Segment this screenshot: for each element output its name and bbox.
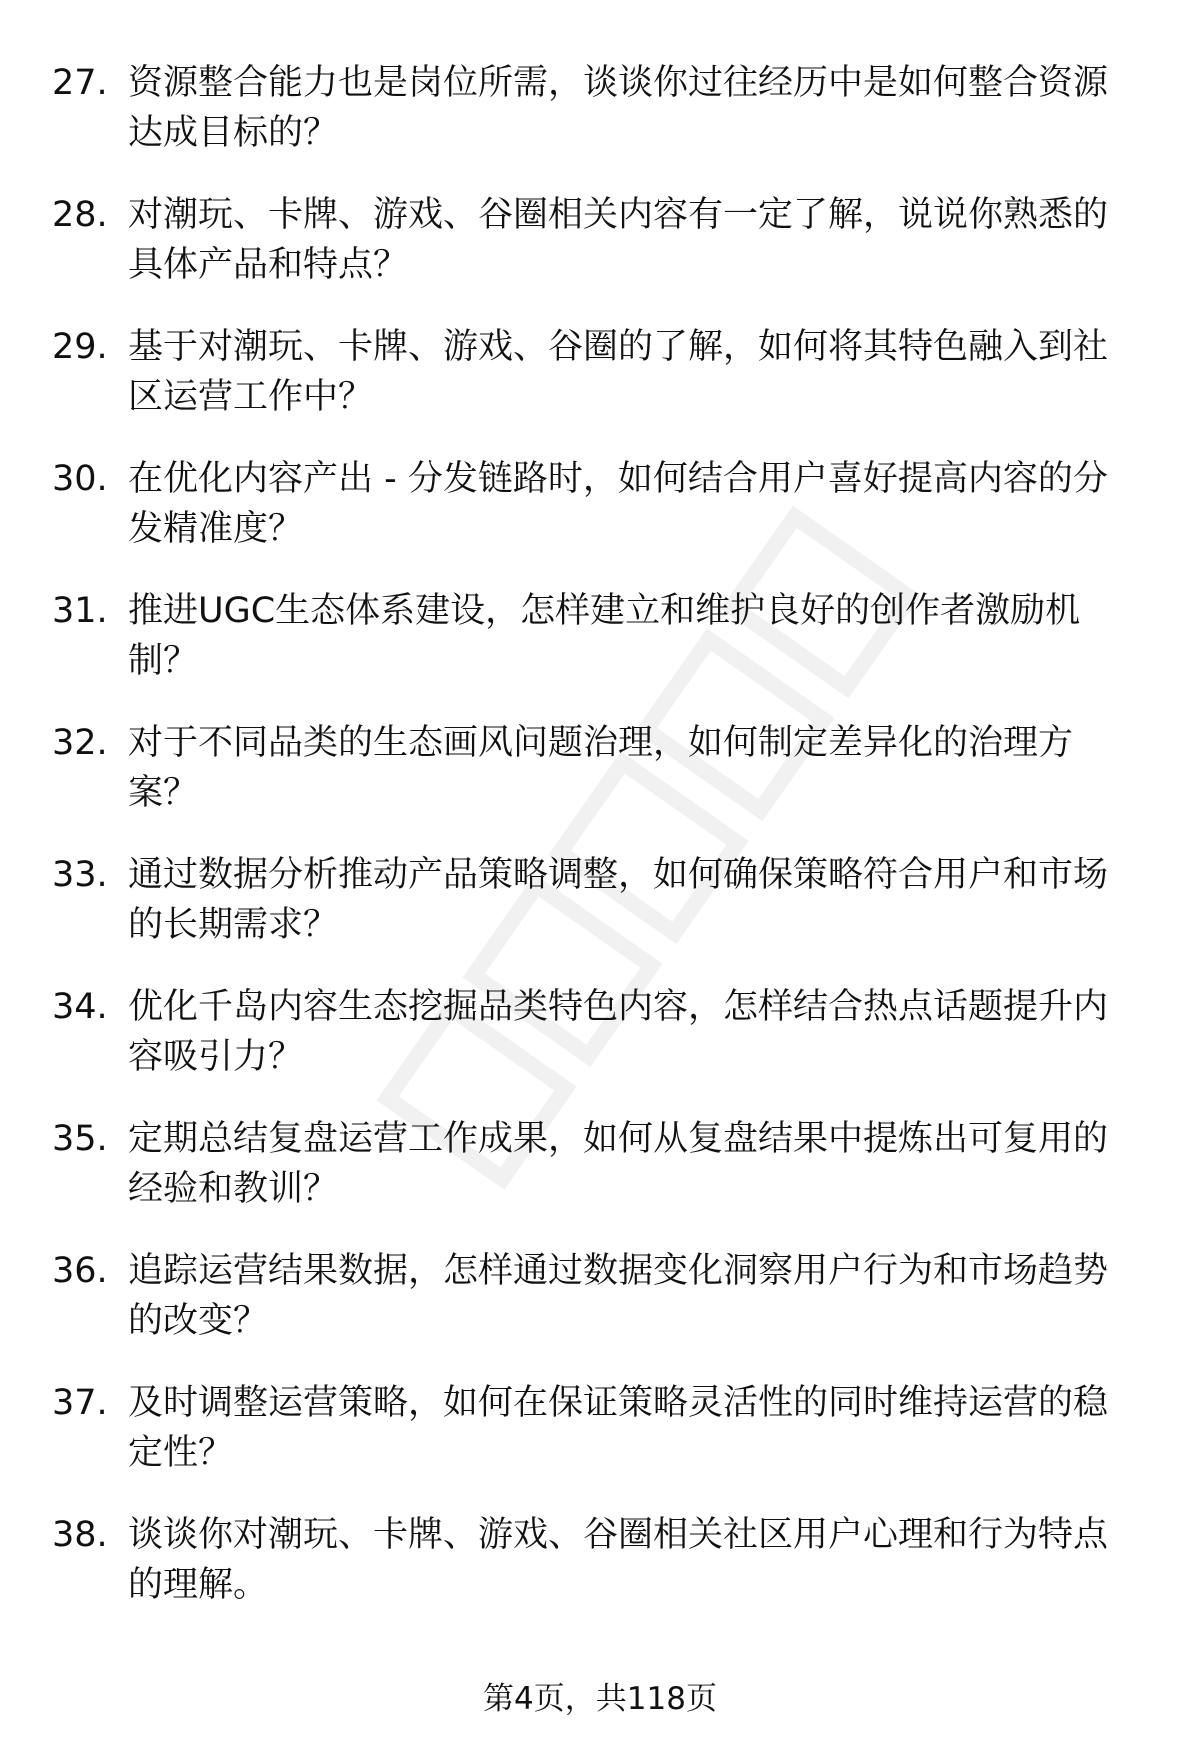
question-item: [0, 1378, 1200, 1510]
question-text: 资源整合能力也是岗位所需，谈谈你过往经历中是如何整合资源达成目标的？: [128, 63, 1109, 153]
page-number-footer: 第4页，共118页: [483, 1681, 717, 1717]
question-number: 38.: [52, 1515, 108, 1555]
question-item: [0, 982, 1200, 1114]
question-text: 通过数据分析推动产品策略调整，如何确保策略符合用户和市场的长期需求？: [128, 855, 1109, 945]
question-text: 基于对潮玩、卡牌、游戏、谷圈的了解，如何将其特色融入到社区运营工作中？: [128, 327, 1109, 417]
question-number: 30.: [52, 459, 108, 499]
question-number: 34.: [52, 987, 108, 1027]
question-text: 对于不同品类的生态画风问题治理，如何制定差异化的治理方案？: [128, 723, 1074, 813]
question-number: 27.: [52, 63, 108, 103]
question-item: [0, 58, 1200, 190]
question-item: [0, 1510, 1200, 1642]
question-item: [0, 1246, 1200, 1378]
question-text: 定期总结复盘运营工作成果，如何从复盘结果中提炼出可复用的经验和教训？: [128, 1119, 1109, 1209]
question-number: 36.: [52, 1251, 108, 1291]
question-item: [0, 718, 1200, 850]
question-number: 32.: [52, 723, 108, 763]
question-item: [0, 322, 1200, 454]
question-number: 35.: [52, 1119, 108, 1159]
question-number: 28.: [52, 195, 108, 235]
question-number: 29.: [52, 327, 108, 367]
question-text: 优化千岛内容生态挖掘品类特色内容，怎样结合热点话题提升内容吸引力？: [128, 987, 1109, 1077]
question-item: [0, 850, 1200, 982]
question-item: [0, 454, 1200, 586]
question-text: 及时调整运营策略，如何在保证策略灵活性的同时维持运营的稳定性？: [128, 1383, 1109, 1473]
question-item: [0, 1114, 1200, 1246]
question-number: 33.: [52, 855, 108, 895]
question-text: 谈谈你对潮玩、卡牌、游戏、谷圈相关社区用户心理和行为特点的理解。: [128, 1515, 1109, 1605]
question-number: 31.: [52, 591, 108, 631]
question-item: [0, 190, 1200, 322]
question-number: 37.: [52, 1383, 108, 1423]
question-item: [0, 586, 1200, 718]
question-list: [0, 58, 1200, 1642]
question-text: 在优化内容产出 - 分发链路时，如何结合用户喜好提高内容的分发精准度？: [128, 459, 1108, 549]
question-text: 对潮玩、卡牌、游戏、谷圈相关内容有一定了解，说说你熟悉的具体产品和特点？: [128, 195, 1109, 285]
question-text: 追踪运营结果数据，怎样通过数据变化洞察用户行为和市场趋势的改变？: [128, 1251, 1109, 1341]
question-text: 推进UGC生态体系建设，怎样建立和维护良好的创作者激励机制？: [128, 591, 1081, 681]
